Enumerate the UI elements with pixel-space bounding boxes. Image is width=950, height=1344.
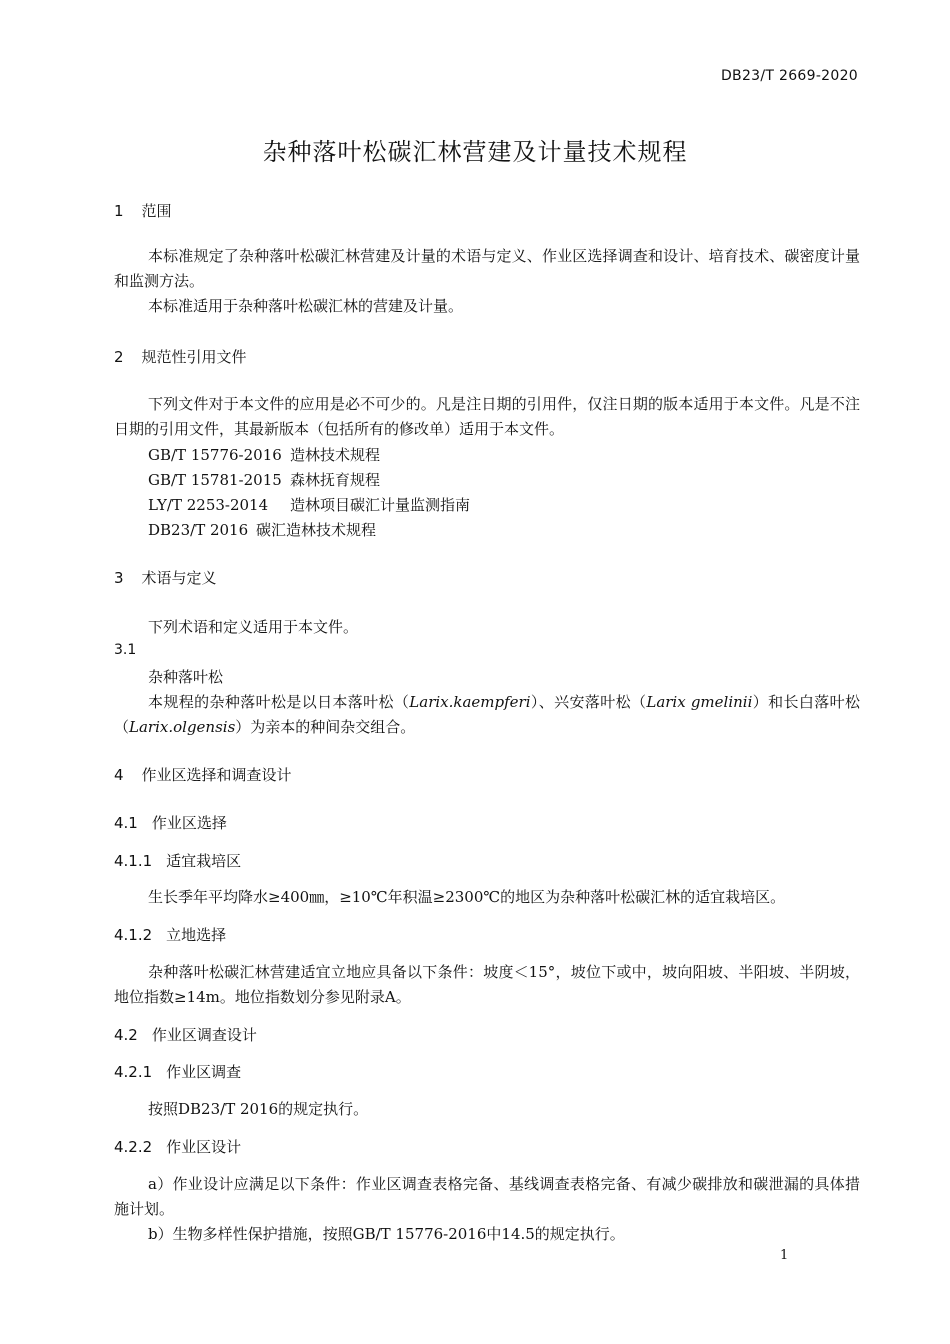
reference-name: 造林项目碳汇计量监测指南 [290,496,471,514]
definition-text: ）和长白落叶松（ [114,693,860,736]
section-number: 4.1 [114,814,138,832]
document-code: DB23/T 2669-2020 [720,68,858,84]
reference-item [148,444,380,465]
reference-code: LY/T 2253-2014 [148,496,269,514]
section-4-2-1-paragraph: 按照DB23/T 2016的规定执行。 [148,1100,369,1118]
latin-name: Larix.olgensis [129,718,236,736]
section-4-2-heading [114,1024,257,1045]
section-title: 作业区调查设计 [151,1026,257,1044]
section-4-1-2-paragraph: 杂种落叶松碳汇林营建适宜立地应具备以下条件：坡度＜15°，坡位下或中，坡向阳坡、半阳坡、半阴坡，地位指数≥14m。地位指数划分参见附录A。 [114,963,860,1006]
section-4-1-2-heading [114,924,226,945]
section-number: 4.2 [114,1026,138,1044]
reference-item [148,519,376,540]
section-4-2-1-heading [114,1061,241,1082]
section-3-paragraph-1: 下列术语和定义适用于本文件。 [148,618,359,636]
reference-code: GB/T 15776-2016 [148,446,282,464]
latin-name: Larix.kaempferi [409,693,531,711]
reference-code: GB/T 15781-2015 [148,471,282,489]
section-3-heading [114,567,217,588]
section-number: 4 [114,766,124,784]
term-name: 杂种落叶松 [148,668,224,686]
section-1-paragraph-2: 本标准适用于杂种落叶松碳汇林的营建及计量。 [148,297,464,315]
latin-name: Larix gmelinii [646,693,753,711]
section-1-paragraph-1: 本标准规定了杂种落叶松碳汇林营建及计量的术语与定义、作业区选择调查和设计、培育技术、碳密度计量和监测方法。 [114,247,860,290]
section-4-2-2-heading [114,1136,241,1157]
reference-name: 森林抚育规程 [290,471,381,489]
reference-item [148,494,470,515]
section-4-1-1-heading [114,850,241,871]
definition-text: ）、兴安落叶松（ [530,693,647,711]
section-title: 立地选择 [166,926,227,944]
section-title: 作业区选择和调查设计 [141,766,292,784]
section-number: 4.2.1 [114,1063,153,1081]
definition-text: ）为亲本的种间杂交组合。 [235,718,416,736]
section-4-heading [114,764,292,785]
section-1-heading [114,200,172,221]
section-4-1-1-paragraph: 生长季年平均降水≥400㎜，≥10℃年积温≥2300℃的地区为杂种落叶松碳汇林的适宜栽培区。 [148,888,786,906]
reference-item [148,469,380,490]
section-title: 作业区调查 [166,1063,242,1081]
reference-code: DB23/T 2016 [148,521,249,539]
section-4-1-heading [114,812,227,833]
section-number: 4.1.2 [114,926,153,944]
section-title: 作业区选择 [151,814,227,832]
section-number: 4.1.1 [114,852,153,870]
section-2-paragraph-1: 下列文件对于本文件的应用是必不可少的。凡是注日期的引用件，仅注日期的版本适用于本文件。凡是不注日期的引用文件，其最新版本（包括所有的修改单）适用于本文件。 [114,395,860,438]
section-number: 4.2.2 [114,1138,153,1156]
page-title: 杂种落叶松碳汇林营建及计量技术规程 [262,138,688,166]
term-number: 3.1 [114,642,137,658]
reference-name: 碳汇造林技术规程 [256,521,377,539]
section-title: 作业区设计 [166,1138,242,1156]
section-title: 适宜栽培区 [166,852,242,870]
section-number: 3 [114,569,124,587]
section-2-heading [114,346,247,367]
definition-text: 本规程的杂种落叶松是以日本落叶松（ [148,693,410,711]
section-title: 术语与定义 [141,569,217,587]
page-number: 1 [780,1248,789,1263]
section-number: 1 [114,202,124,220]
section-title: 范围 [141,202,172,220]
section-4-2-2-item-b: b）生物多样性保护措施，按照GB/T 15776-2016中14.5的规定执行。 [148,1225,625,1243]
reference-name: 造林技术规程 [290,446,381,464]
section-title: 规范性引用文件 [141,348,247,366]
term-definition [114,690,860,740]
section-number: 2 [114,348,124,366]
section-4-2-2-item-a: a）作业设计应满足以下条件：作业区调查表格完备、基线调查表格完备、有减少碳排放和碳泄漏的具体措施计划。 [114,1175,860,1218]
